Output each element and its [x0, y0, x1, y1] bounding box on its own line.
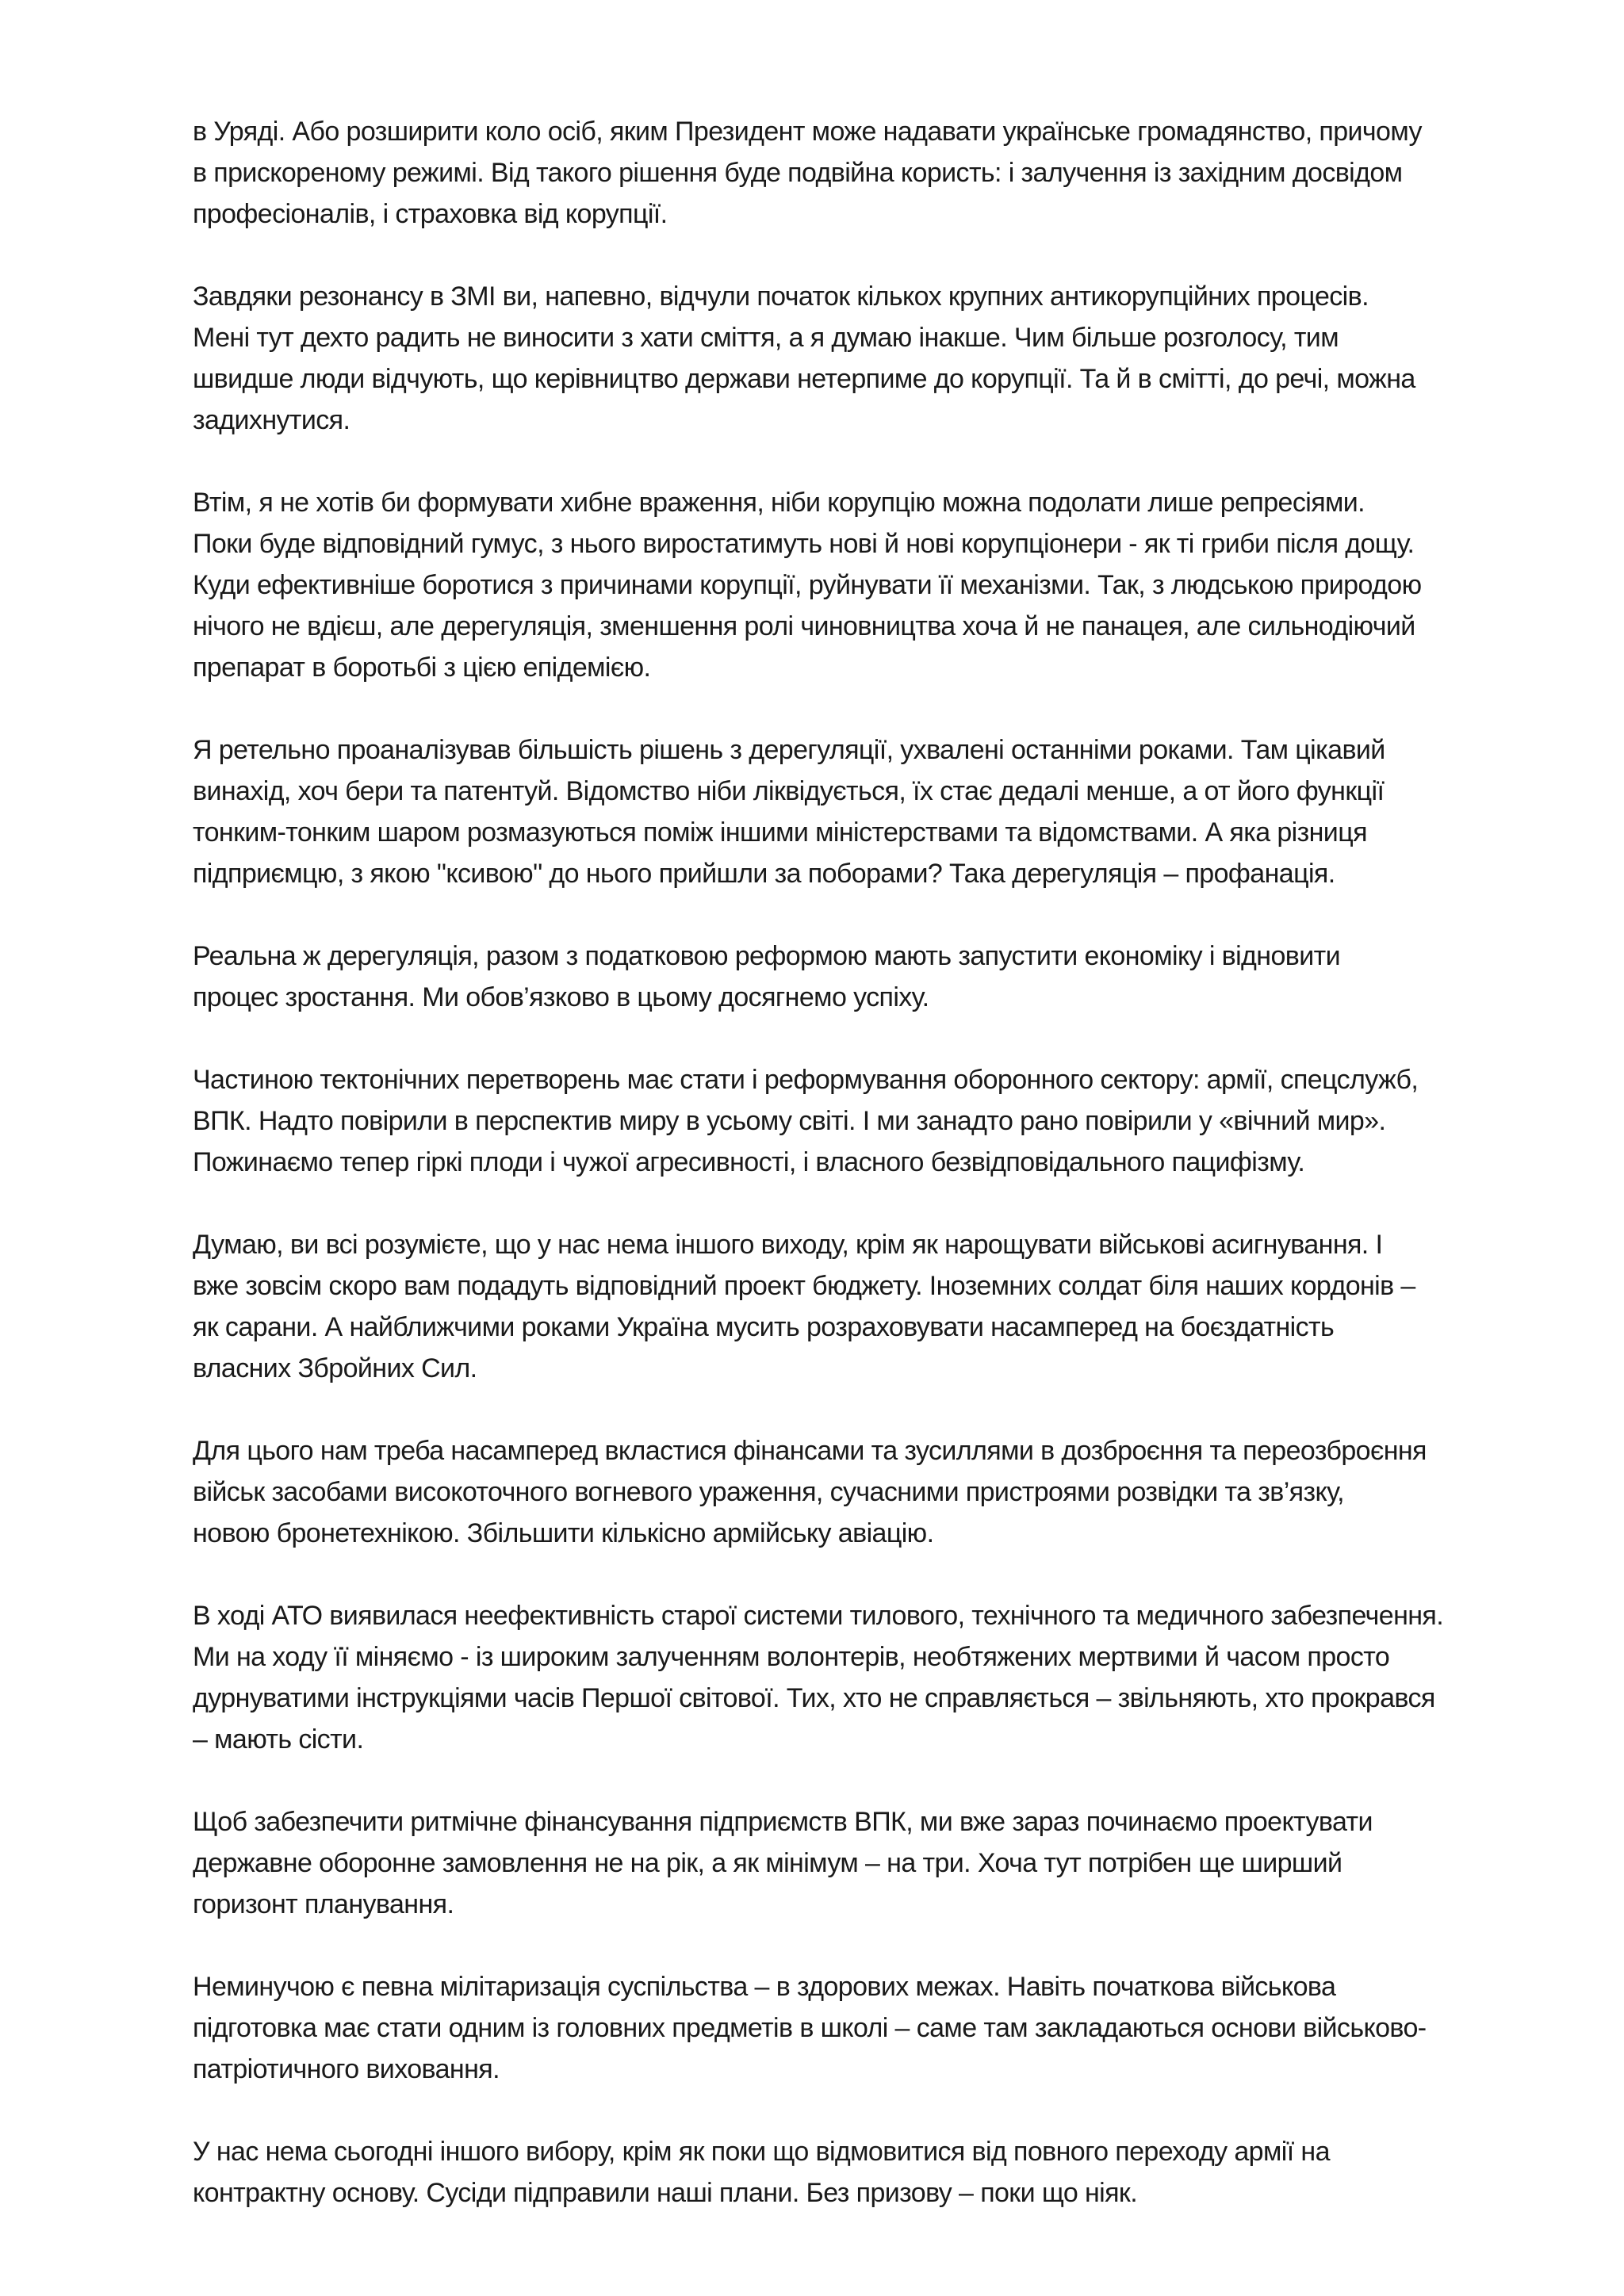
text-line: винахід, хоч бери та патентуй. Відомство ніби ліквідується, їх стає дедалі менше, а от його функції [193, 776, 1385, 806]
text-line: державне оборонне замовлення не на рік, а як мінімум – на три. Хоча тут потрібен ще ширший [193, 1848, 1342, 1878]
paragraph [193, 1966, 1525, 2090]
text-line: патріотичного виховання. [193, 2054, 500, 2084]
text-line: Реальна ж дерегуляція, разом з податковою реформою мають запустити економіку і відновити [193, 941, 1341, 971]
text-line: Завдяки резонансу в ЗМІ ви, напевно, відчули початок кількох крупних антикорупційних процесів. [193, 281, 1369, 312]
paragraph [193, 1059, 1525, 1183]
text-line: в Уряді. Або розширити коло осіб, яким Президент може надавати українське громадянство, причому [193, 117, 1422, 147]
paragraph [193, 1801, 1525, 1925]
text-line: Ми на ходу її міняємо - із широким залученням волонтерів, необтяжених мертвими й часом просто [193, 1642, 1390, 1672]
paragraph [193, 276, 1525, 441]
text-line: підготовка має стати одним із головних предметів в школі – саме там закладаються основи військово- [193, 2013, 1427, 2043]
document-body [193, 111, 1525, 2255]
text-line: Куди ефективніше боротися з причинами корупції, руйнувати її механізми. Так, з людською природою [193, 570, 1422, 600]
paragraph [193, 729, 1525, 894]
text-line: контрактну основу. Сусіди підправили наші плани. Без призову – поки що ніяк. [193, 2178, 1138, 2208]
text-line: швидше люди відчують, що керівництво держави нетерпиме до корупції. Та й в смітті, до речі, можна [193, 364, 1415, 394]
text-line: Неминучою є певна мілітаризація суспільства – в здорових межах. Навіть початкова військова [193, 1972, 1336, 2002]
paragraph [193, 1595, 1525, 1760]
text-line: У нас нема сьогодні іншого вибору, крім як поки що відмовитися від повного переходу армії на [193, 2137, 1330, 2167]
text-line: Для цього нам треба насамперед вкластися фінансами та зусиллями в дозброєння та переозброєння [193, 1436, 1427, 1466]
text-line: процес зростання. Ми обов’язково в цьому досягнемо успіху. [193, 982, 929, 1012]
text-line: Втім, я не хотів би формувати хибне враження, ніби корупцію можна подолати лише репресіями. [193, 488, 1365, 518]
text-line: В ході АТО виявилася неефективність старої системи тилового, технічного та медичного забезпечення. [193, 1601, 1444, 1631]
text-line: підприємцю, з якою "ксивою" до нього прийшли за поборами? Така дерегуляція – профанація. [193, 859, 1335, 889]
text-line: власних Збройних Сил. [193, 1353, 477, 1383]
text-line: Я ретельно проаналізував більшість рішень з дерегуляції, ухвалені останніми роками. Там цікавий [193, 735, 1385, 765]
text-line: тонким-тонким шаром розмазуються поміж іншими міністерствами та відомствами. А яка різниця [193, 817, 1367, 848]
text-line: професіоналів, і страховка від корупції. [193, 199, 668, 229]
text-line: в прискореному режимі. Від такого рішення буде подвійна користь: і залучення із західним досвідом [193, 158, 1403, 188]
paragraph [193, 2131, 1525, 2214]
text-line: Частиною тектонічних перетворень має стати і реформування оборонного сектору: армії, спецслужб, [193, 1065, 1419, 1095]
text-line: Щоб забезпечити ритмічне фінансування підприємств ВПК, ми вже зараз починаємо проектувати [193, 1807, 1373, 1837]
text-line: дурнуватими інструкціями часів Першої світової. Тих, хто не справляється – звільняють, хто прокрався [193, 1683, 1435, 1713]
text-line: як сарани. А найближчими роками Україна мусить розраховувати насамперед на боєздатність [193, 1312, 1335, 1342]
text-line: ВПК. Надто повірили в перспектив миру в усьому світі. І ми занадто рано повірили у «вічний мир». [193, 1106, 1386, 1136]
paragraph [193, 936, 1525, 1018]
paragraph [193, 111, 1525, 235]
text-line: Думаю, ви всі розумієте, що у нас нема іншого виходу, крім як нарощувати військові асигнування. І [193, 1230, 1383, 1260]
text-line: Мені тут дехто радить не виносити з хати сміття, а я думаю інакше. Чим більше розголосу, тим [193, 323, 1339, 353]
paragraph [193, 1430, 1525, 1554]
text-line: задихнутися. [193, 405, 350, 435]
text-line: військ засобами високоточного вогневого ураження, сучасними пристроями розвідки та зв’язку, [193, 1477, 1344, 1507]
paragraph [193, 482, 1525, 688]
text-line: горизонт планування. [193, 1889, 454, 1919]
text-line: Пожинаємо тепер гіркі плоди і чужої агресивності, і власного безвідповідального пацифізму. [193, 1147, 1305, 1177]
text-line: препарат в боротьбі з цією епідемією. [193, 652, 651, 683]
text-line: – мають сісти. [193, 1724, 364, 1755]
text-line: Поки буде відповідний гумус, з нього виростатимуть нові й нові корупціонери - як ті гриби після дощу. [193, 529, 1415, 559]
text-line: вже зовсім скоро вам подадуть відповідний проект бюджету. Іноземних солдат біля наших кордонів – [193, 1271, 1415, 1301]
text-line: новою бронетехнікою. Збільшити кількісно армійську авіацію. [193, 1518, 934, 1548]
paragraph [193, 1224, 1525, 1389]
text-line: нічого не вдієш, але дерегуляція, зменшення ролі чиновництва хоча й не панацея, але сильнодіючий [193, 611, 1415, 641]
